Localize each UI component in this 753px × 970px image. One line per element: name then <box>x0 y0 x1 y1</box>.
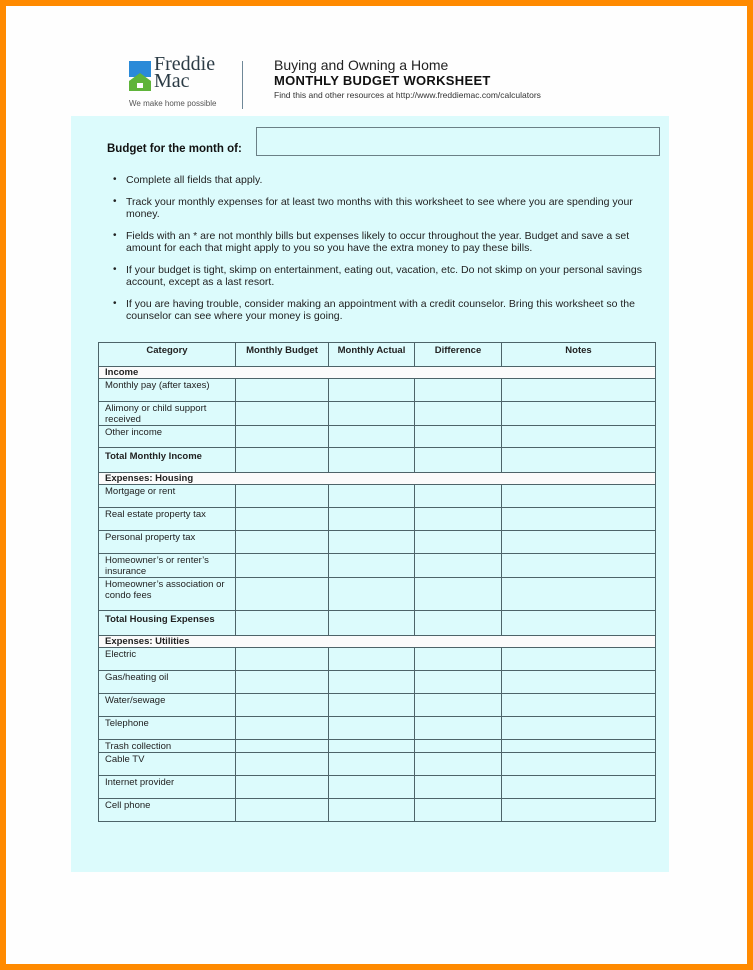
column-header-monthly-budget: Monthly Budget <box>236 343 329 367</box>
monthly-budget-cell[interactable] <box>236 426 329 448</box>
monthly-actual-cell[interactable] <box>329 554 415 578</box>
difference-cell[interactable] <box>415 776 502 799</box>
logo-wordmark <box>154 53 216 92</box>
table-row <box>99 402 656 426</box>
monthly-budget-cell[interactable] <box>236 578 329 611</box>
table-row <box>99 426 656 448</box>
category-label: Telephone <box>99 717 236 740</box>
difference-cell[interactable] <box>415 485 502 508</box>
difference-cell[interactable] <box>415 578 502 611</box>
category-label: Total Monthly Income <box>99 448 236 473</box>
monthly-budget-cell[interactable] <box>236 648 329 671</box>
table-row <box>99 379 656 402</box>
section-header-row <box>99 367 656 379</box>
section-title: Expenses: Housing <box>99 473 656 485</box>
table-row <box>99 717 656 740</box>
category-label: Cable TV <box>99 753 236 776</box>
notes-cell[interactable] <box>502 379 656 402</box>
table-row <box>99 694 656 717</box>
monthly-actual-cell[interactable] <box>329 799 415 822</box>
category-label: Electric <box>99 648 236 671</box>
difference-cell[interactable] <box>415 448 502 473</box>
monthly-budget-cell[interactable] <box>236 508 329 531</box>
monthly-actual-cell[interactable] <box>329 448 415 473</box>
difference-cell[interactable] <box>415 740 502 753</box>
category-label: Real estate property tax <box>99 508 236 531</box>
notes-cell[interactable] <box>502 740 656 753</box>
difference-cell[interactable] <box>415 402 502 426</box>
monthly-actual-cell[interactable] <box>329 648 415 671</box>
category-label: Homeowner’s association or condo fees <box>99 578 236 611</box>
monthly-budget-cell[interactable] <box>236 753 329 776</box>
difference-cell[interactable] <box>415 671 502 694</box>
notes-cell[interactable] <box>502 611 656 636</box>
column-header-difference: Difference <box>415 343 502 367</box>
instructions-list <box>110 174 650 332</box>
table-row <box>99 799 656 822</box>
section-header-row <box>99 636 656 648</box>
logo-brand-line1: Freddie <box>154 53 216 75</box>
difference-cell[interactable] <box>415 554 502 578</box>
monthly-budget-cell[interactable] <box>236 485 329 508</box>
category-label: Mortgage or rent <box>99 485 236 508</box>
column-header-category: Category <box>99 343 236 367</box>
resources-link-text: Find this and other resources at http://www.freddiemac.com/calculators <box>274 90 541 100</box>
column-header-monthly-actual: Monthly Actual <box>329 343 415 367</box>
notes-cell[interactable] <box>502 694 656 717</box>
category-label: Personal property tax <box>99 531 236 554</box>
freddie-mac-house-logo-icon <box>129 61 151 91</box>
category-label: Cell phone <box>99 799 236 822</box>
difference-cell[interactable] <box>415 508 502 531</box>
difference-cell[interactable] <box>415 611 502 636</box>
monthly-budget-cell[interactable] <box>236 531 329 554</box>
budget-month-label: Budget for the month of: <box>107 143 242 155</box>
monthly-budget-cell[interactable] <box>236 717 329 740</box>
monthly-actual-cell[interactable] <box>329 402 415 426</box>
monthly-budget-cell[interactable] <box>236 611 329 636</box>
column-header-notes: Notes <box>502 343 656 367</box>
notes-cell[interactable] <box>502 554 656 578</box>
budget-table <box>98 342 656 822</box>
instruction-item: • If your budget is tight, skimp on entertainment, eating out, vacation, etc. Do not skimp on your personal savings account, except as a last resort. <box>110 264 650 289</box>
notes-cell[interactable] <box>502 776 656 799</box>
instruction-item: • Fields with an * are not monthly bills but expenses likely to occur throughout the year. Budget and save a set amount for each that might apply to you so you have the extra money to pay these bills. <box>110 230 650 255</box>
section-title: Expenses: Utilities <box>99 636 656 648</box>
instruction-item: • Complete all fields that apply. <box>110 174 650 187</box>
notes-cell[interactable] <box>502 578 656 611</box>
budget-table-body <box>99 367 656 822</box>
category-label: Homeowner’s or renter’s insurance <box>99 554 236 578</box>
notes-cell[interactable] <box>502 448 656 473</box>
monthly-actual-cell[interactable] <box>329 740 415 753</box>
difference-cell[interactable] <box>415 694 502 717</box>
table-row <box>99 485 656 508</box>
category-label: Internet provider <box>99 776 236 799</box>
logo-brand-line2: Mac <box>154 70 190 92</box>
notes-cell[interactable] <box>502 753 656 776</box>
monthly-actual-cell[interactable] <box>329 671 415 694</box>
notes-cell[interactable] <box>502 508 656 531</box>
instruction-item: • If you are having trouble, consider making an appointment with a credit counselor. Bring this worksheet so the counselor can see where your money is going. <box>110 298 650 323</box>
monthly-actual-cell[interactable] <box>329 426 415 448</box>
monthly-budget-cell[interactable] <box>236 448 329 473</box>
section-header-row <box>99 473 656 485</box>
monthly-actual-cell[interactable] <box>329 508 415 531</box>
difference-cell[interactable] <box>415 753 502 776</box>
monthly-actual-cell[interactable] <box>329 717 415 740</box>
difference-cell[interactable] <box>415 799 502 822</box>
monthly-budget-cell[interactable] <box>236 799 329 822</box>
instruction-item: • Track your monthly expenses for at least two months with this worksheet to see where you are spending your money. <box>110 196 650 221</box>
table-row <box>99 671 656 694</box>
monthly-budget-cell[interactable] <box>236 379 329 402</box>
category-label: Total Housing Expenses <box>99 611 236 636</box>
category-label: Gas/heating oil <box>99 671 236 694</box>
notes-cell[interactable] <box>502 799 656 822</box>
budget-month-input[interactable] <box>256 127 660 156</box>
monthly-budget-cell[interactable] <box>236 554 329 578</box>
monthly-actual-cell[interactable] <box>329 753 415 776</box>
difference-cell[interactable] <box>415 426 502 448</box>
notes-cell[interactable] <box>502 531 656 554</box>
monthly-actual-cell[interactable] <box>329 776 415 799</box>
table-row <box>99 508 656 531</box>
header-subtitle: Buying and Owning a Home <box>274 57 449 73</box>
category-label: Trash collection <box>99 740 236 753</box>
notes-cell[interactable] <box>502 717 656 740</box>
notes-cell[interactable] <box>502 485 656 508</box>
table-row <box>99 753 656 776</box>
notes-cell[interactable] <box>502 648 656 671</box>
monthly-actual-cell[interactable] <box>329 578 415 611</box>
page-title: MONTHLY BUDGET WORKSHEET <box>274 73 491 88</box>
monthly-budget-cell[interactable] <box>236 694 329 717</box>
monthly-actual-cell[interactable] <box>329 379 415 402</box>
table-row <box>99 531 656 554</box>
notes-cell[interactable] <box>502 671 656 694</box>
difference-cell[interactable] <box>415 717 502 740</box>
table-row <box>99 578 656 611</box>
category-label: Other income <box>99 426 236 448</box>
table-row <box>99 648 656 671</box>
difference-cell[interactable] <box>415 648 502 671</box>
monthly-actual-cell[interactable] <box>329 611 415 636</box>
table-row <box>99 740 656 753</box>
total-row <box>99 448 656 473</box>
notes-cell[interactable] <box>502 426 656 448</box>
section-title: Income <box>99 367 656 379</box>
table-row <box>99 554 656 578</box>
category-label: Water/sewage <box>99 694 236 717</box>
difference-cell[interactable] <box>415 379 502 402</box>
monthly-actual-cell[interactable] <box>329 531 415 554</box>
table-header-row <box>99 343 656 367</box>
difference-cell[interactable] <box>415 531 502 554</box>
monthly-budget-cell[interactable] <box>236 671 329 694</box>
category-label: Monthly pay (after taxes) <box>99 379 236 402</box>
table-row <box>99 776 656 799</box>
monthly-budget-cell[interactable] <box>236 402 329 426</box>
notes-cell[interactable] <box>502 402 656 426</box>
category-label: Alimony or child support received <box>99 402 236 426</box>
monthly-budget-cell[interactable] <box>236 740 329 753</box>
monthly-actual-cell[interactable] <box>329 485 415 508</box>
header-divider <box>242 61 243 109</box>
logo-tagline: We make home possible <box>129 99 217 108</box>
monthly-actual-cell[interactable] <box>329 694 415 717</box>
monthly-budget-cell[interactable] <box>236 776 329 799</box>
total-row <box>99 611 656 636</box>
